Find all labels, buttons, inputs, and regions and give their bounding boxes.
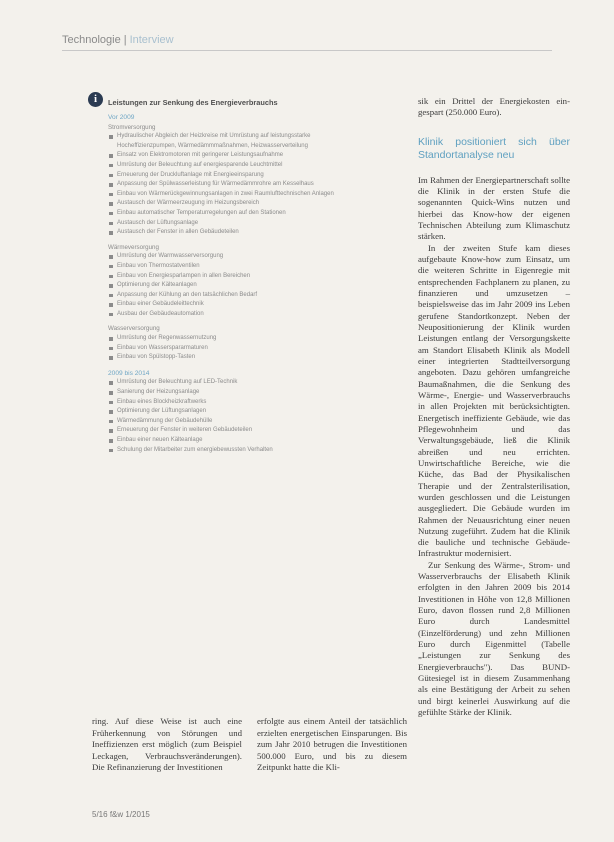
page-number: 5/16: [92, 810, 108, 819]
info-group: [108, 324, 356, 362]
info-list-item: Umrüstung der Beleuchtung auf LED-Technik: [108, 378, 356, 388]
info-list-item: Umrüstung der Regenwassernutzung: [108, 334, 356, 344]
right-paragraph: In der zweiten Stufe kam dieses aufgebaute Know-how zum Einsatz, um die weiteren Schritte in Eigenregie mit entsprechenden Fachplanern zu planen, zu finanzieren und umzusetzen – beispielsweise das im Jahr 2009 ins Leben gerufene Standortkonzept. Neben der Neupositionierung der Klinik wurden Leistungen entlang der Versorgungskette am Standort Elisabeth Klinik als Modell einer integrierten Stadtteilversorgung angeboten. Dazu gehören umfangreiche Baumaßnahmen, die die Senkung des Wärme-, Energie- und Wasserverbrauchs in allen Projekten mit berücksichtigten. Energetisch ineffiziente Gebäude, wie das Pflegewohnheim und das Verwaltungsgebäude, ließ die Klinik abreißen und neu errichten. Unwirtschaftliche Bereiche, wie die Küche, das Bad der Physikalischen Therapie und der Zentralsterilisation, wurden geschlossen und die Leistungen ausgegliedert. Die Gebäude wurden im Rahmen der Neuausrichtung einer neuen Nutzung zugeführt. Zudem hat die Klinik die bauliche und technische Gebäude-Infrastruktur modernisiert.: [418, 242, 570, 559]
info-list: [108, 252, 356, 319]
info-list-item: Einbau von Energiesparlampen in allen Bereichen: [108, 272, 356, 282]
info-list-item: Hydraulischer Abgleich der Heizkreise mit Umrüstung auf leistungsstarke Hocheffizienzpumpen, Wärmedämmmaßnahmen, Heizwasserverteilung: [108, 132, 356, 151]
info-section-heading: 2009 bis 2014: [108, 369, 150, 377]
info-section: [108, 369, 356, 455]
info-list-item: Einsatz von Elektromotoren mit geringerer Leistungsaufnahme: [108, 151, 356, 161]
right-paragraph: Zur Senkung des Wärme-, Strom- und Wasserverbrauchs der Elisabeth Klinik erfolgten in den Jahren 2009 bis 2014 Investitionen in Höhe von 12,8 Millionen Euro, davon flossen rund 2,8 Millionen Euro durch Landesmittel (Einzelförderung) und zehn Millionen Euro durch Eigenmittel (Tabelle „Leistungen zur Senkung des Energieverbrauchs"). Das BUND-Gütesiegel ist in diesem Zusammenhang als eine Bestätigung der Arbeit zu sehen und birgt keinerlei Auswirkung auf die gefühlte Stärke der Klinik.: [418, 559, 570, 718]
right-heading: Klinik positioniert sich über Standortanalyse neu: [418, 135, 570, 161]
info-section-heading: Vor 2009: [108, 114, 135, 121]
info-list-item: Erneuerung der Druckluftanlage mit Energieeinsparung: [108, 171, 356, 181]
info-group: [108, 123, 356, 238]
info-box: [92, 93, 392, 664]
info-list-item: Optimierung der Kälteanlagen: [108, 281, 356, 291]
info-list-item: Anpassung der Spülwasserleistung für Wärmedämmrohre am Kesselhaus: [108, 180, 356, 190]
subsection-label: Interview: [129, 34, 174, 46]
info-list-item: Ausbau der Gebäudeautomation: [108, 310, 356, 320]
section-label: Technologie: [62, 34, 121, 46]
info-list-item: Einbau automatischer Temperaturregelungen auf den Stationen: [108, 209, 356, 219]
info-list-item: Sanierung der Heizungsanlage: [108, 388, 356, 398]
info-group-heading: Wärmeversorgung: [108, 243, 159, 251]
info-group-heading: Stromversorgung: [108, 123, 156, 131]
info-group-heading: Wasserversorgung: [108, 325, 160, 333]
info-list-item: Austausch der Lüftungsanlage: [108, 219, 356, 229]
page-footer: [92, 810, 150, 819]
section-header: Technologie | Interview: [62, 34, 174, 46]
bottom-paragraph: ring. Auf diese Weise ist auch eine Früherkennung von Störungen und Ineffizienzen erst möglich (zum Beispiel Leckagen, Verbrauchsveränderungen). Die Refinanzierung der Investitionen: [92, 716, 242, 772]
info-list: [108, 132, 356, 238]
bottom-paragraph: erfolgte aus einem Anteil der tatsächlich erzielten energetischen Einsparungen. Bis zum Jahr 2010 betrugen die Investitionen 500.000 Euro, und bis zu diesem Zeitpunkt hatte die Kli-: [257, 716, 407, 772]
bottom-column-middle: [257, 716, 407, 774]
info-section: [108, 113, 356, 363]
info-box-title: Leistungen zur Senkung des Energieverbrauchs: [108, 98, 278, 107]
info-list-item: Austausch der Wärmeerzeugung im Heizungsbereich: [108, 199, 356, 209]
right-column: [418, 96, 570, 718]
info-list-item: Einbau einer neuen Kälteanlage: [108, 436, 356, 446]
info-list-item: Umrüstung der Beleuchtung auf energiesparende Leuchtmittel: [108, 161, 356, 171]
info-list-item: Einbau von Wasserspararmaturen: [108, 344, 356, 354]
info-list-item: Optimierung der Lüftungsanlagen: [108, 407, 356, 417]
info-list-item: Wärmedämmung der Gebäudehülle: [108, 417, 356, 427]
info-list-item: Einbau von Wärmerückgewinnungsanlagen in zwei Raumlufttechnischen Anlagen: [108, 190, 356, 200]
info-list-item: Einbau von Spülstopp-Tasten: [108, 353, 356, 363]
info-list: [108, 378, 356, 455]
header-rule: [62, 50, 552, 51]
info-list-item: Umrüstung der Warmwasserversorgung: [108, 252, 356, 262]
info-badge: i: [88, 92, 103, 107]
info-list-item: Austausch der Fenster in allen Gebäudeteilen: [108, 228, 356, 238]
info-list: [108, 334, 356, 363]
info-list-item: Anpassung der Kühlung an den tatsächlichen Bedarf: [108, 291, 356, 301]
info-list-item: Einbau einer Gebäudeleittechnik: [108, 300, 356, 310]
right-paragraph: Im Rahmen der Energiepartnerschaft sollte die Klinik in der ersten Stufe die sogenannten Quick-Wins nutzen und hierbei das Know-how der eigenen Technischen Abteilung zum Klimaschutz stärken.: [418, 174, 570, 242]
info-list-item: Schulung der Mitarbeiter zum energiebewussten Verhalten: [108, 446, 356, 456]
right-intro: sik ein Drittel der Energiekosten ein-gespart (250.000 Euro).: [418, 96, 570, 118]
info-list-item: Einbau eines Blockheizkraftwerks: [108, 398, 356, 408]
info-group: [108, 243, 356, 320]
issue-label: f&w 1/2015: [109, 810, 150, 819]
info-list-item: Einbau von Thermostatventilen: [108, 262, 356, 272]
info-list-item: Erneuerung der Fenster in weiteren Gebäudeteilen: [108, 426, 356, 436]
info-box-body: [108, 113, 356, 461]
info-group: [108, 378, 356, 455]
bottom-column-left: [92, 716, 242, 774]
